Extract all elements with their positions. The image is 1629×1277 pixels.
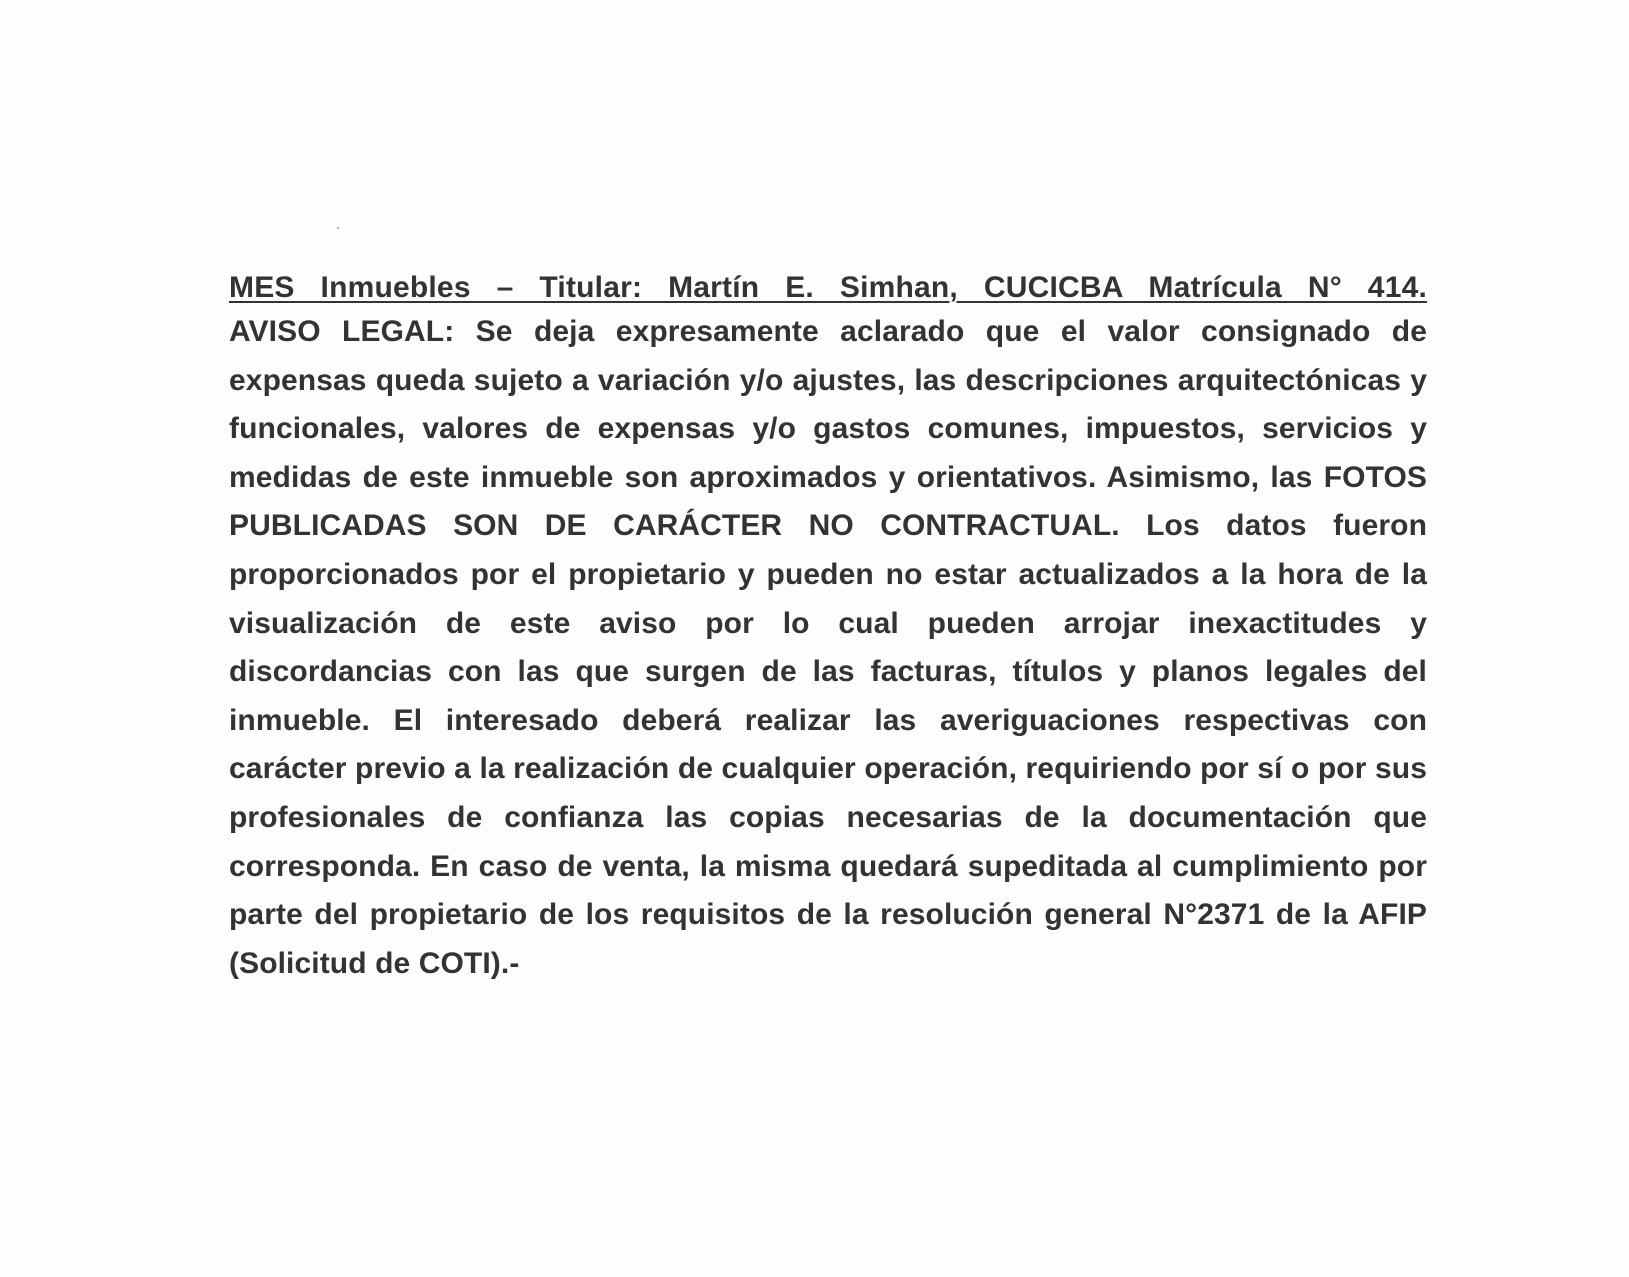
- notice-body: AVISO LEGAL: Se deja expresamente aclarado que el valor consignado de expensas queda sujeto a variación y/o ajustes, las descripciones arquitectónicas y funcionales, valores de expensas y/o gastos comunes, impuestos, servicios y medidas de este inmueble son aproximados y orientativos. Asimismo, las FOTOS PUBLICADAS SON DE CARÁCTER NO CONTRACTUAL. Los datos fueron proporcionados por el propietario y pueden no estar actualizados a la hora de la visualización de este aviso por lo cual pueden arrojar inexactitudes y discordancias con las que surgen de las facturas, títulos y planos legales del inmueble. El interesado deberá realizar las averiguaciones respectivas con carácter previo a la realización de cualquier operación, requiriendo por sí o por sus profesionales de confianza las copias necesarias de la documentación que corresponda. En caso de venta, la misma quedará supeditada al cumplimiento por parte del propietario de los requisitos de la resolución general N°2371 de la AFIP (Solicitud de COTI).-: [229, 315, 1427, 980]
- notice-header: MES Inmuebles – Titular: Martín E. Simhan, CUCICBA Matrícula N° 414.: [229, 271, 1427, 304]
- legal-notice: [229, 268, 1427, 988]
- scan-speck: [337, 227, 339, 229]
